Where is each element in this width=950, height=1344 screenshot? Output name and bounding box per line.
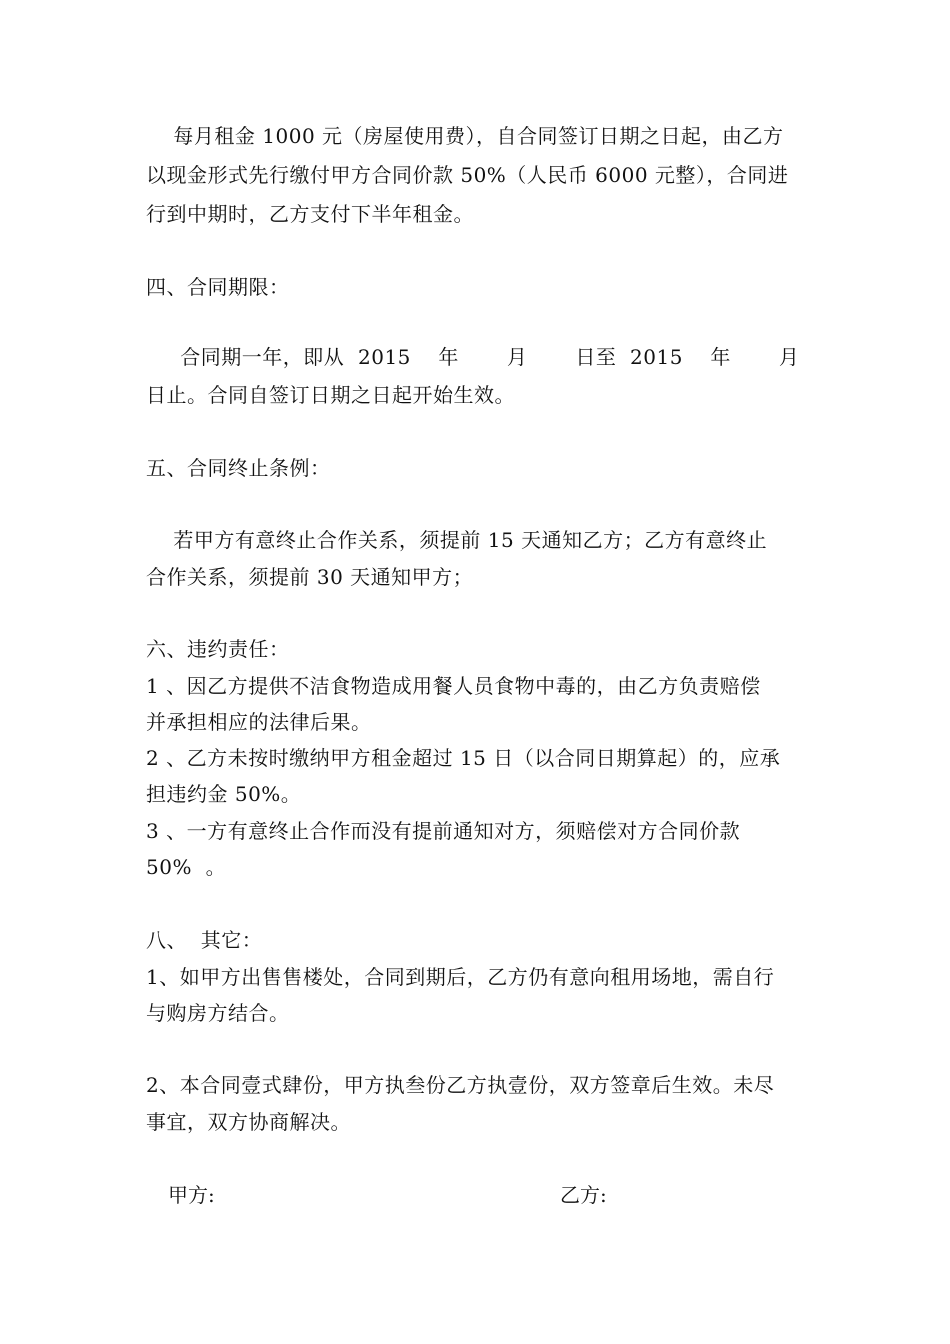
liability-item-1-line-2: 并承担相应的法律后果。 [146,710,372,734]
liability-item-2-line-1: 2 、乙方未按时缴纳甲方租金超过 15 日（以合同日期算起）的，应承 [146,746,781,770]
section-heading-liability: 六、违约责任： [146,637,290,661]
other-item-1-line-1: 1、如甲方出售售楼处，合同到期后，乙方仍有意向租用场地，需自行 [146,965,775,989]
other-item-2-line-2: 事宜，双方协商解决。 [146,1110,351,1134]
liability-item-3-line-1: 3 、一方有意终止合作而没有提前通知对方，须赔偿对方合同价款 [146,819,741,843]
rent-paragraph-line-1: 每月租金 1000 元（房屋使用费），自合同签订日期之日起，由乙方 [146,124,784,148]
liability-item-1-line-1: 1 、因乙方提供不洁食物造成用餐人员食物中毒的，由乙方负责赔偿 [146,674,761,698]
liability-item-3-line-2: 50% 。 [146,855,227,879]
termination-paragraph-line-1: 若甲方有意终止合作关系，须提前 15 天通知乙方；乙方有意终止 [146,528,768,552]
rent-paragraph-line-2: 以现金形式先行缴付甲方合同价款 50%（人民币 6000 元整），合同进 [146,163,789,187]
section-heading-other: 八、 其它： [146,928,263,952]
liability-item-2-line-2: 担违约金 50%。 [146,782,302,806]
other-item-2-line-1: 2、本合同壹式肆份，甲方执叁份乙方执壹份，双方签章后生效。未尽 [146,1073,775,1097]
section-heading-term: 四、合同期限： [146,275,290,299]
signature-party-b: 乙方: [560,1183,607,1207]
term-paragraph-line-2: 日止。合同自签订日期之日起开始生效。 [146,383,515,407]
signature-party-a: 甲方: [168,1183,215,1207]
rent-paragraph-line-3: 行到中期时，乙方支付下半年租金。 [146,202,474,226]
termination-paragraph-line-2: 合作关系，须提前 30 天通知甲方； [146,565,474,589]
other-item-1-line-2: 与购房方结合。 [146,1001,290,1025]
section-heading-termination: 五、合同终止条例： [146,456,331,480]
term-paragraph-line-1: 合同期一年，即从 2015 年 月 日至 2015 年 月 [146,345,800,369]
